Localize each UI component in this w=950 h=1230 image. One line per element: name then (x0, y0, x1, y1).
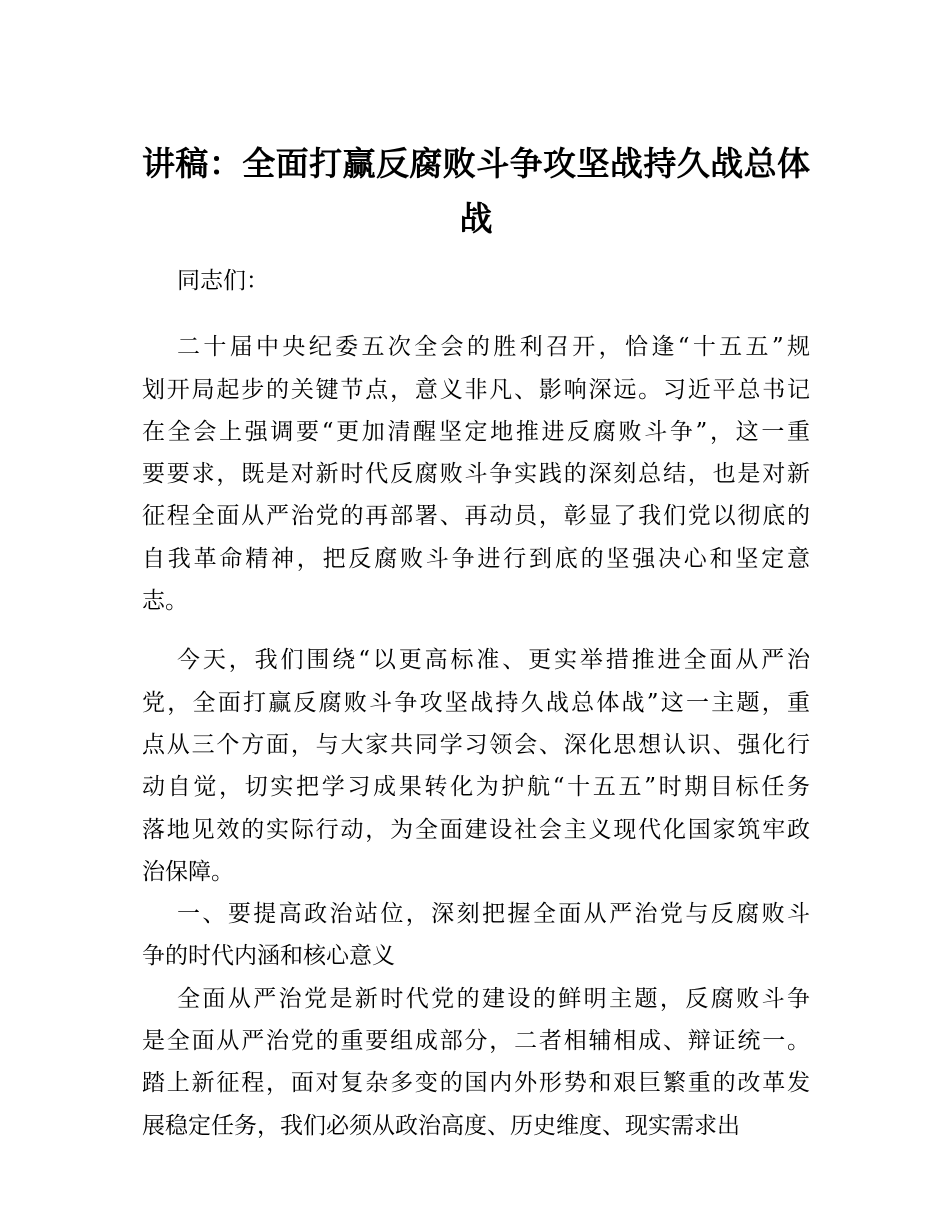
document-title (142, 136, 810, 246)
text-line: 展稳定任务，我们必须从政治高度、历史维度、现实需求出 (142, 1112, 740, 1139)
text-line: 动自觉，切实把学习成果转化为护航“十五五”时期目标任务 (142, 774, 810, 801)
salutation (142, 260, 810, 302)
text-line: 要要求，既是对新时代反腐败斗争实践的深刻总结，也是对新 (142, 461, 810, 488)
text-line: 征程全面从严治党的再部署、再动员，彰显了我们党以彻底的 (142, 503, 810, 530)
text-line: 落地见效的实际行动，为全面建设社会主义现代化国家筑牢政 (142, 816, 810, 843)
text-line: 同志们： (177, 268, 269, 294)
title-line: 讲稿：全面打赢反腐败斗争攻坚战持久战总体 (142, 144, 810, 183)
text-line: 划开局起步的关键节点，意义非凡、影响深远。习近平总书记 (142, 376, 810, 403)
document-body (142, 260, 810, 1147)
paragraph (142, 326, 810, 622)
text-line: 在全会上强调要“更加清醒坚定地推进反腐败斗争”，这一重 (142, 418, 810, 445)
text-line: 党，全面打赢反腐败斗争攻坚战持久战总体战”这一主题，重 (142, 689, 810, 716)
text-line: 争的时代内涵和核心意义 (142, 943, 395, 970)
text-line: 全面从严治党是新时代党的建设的鲜明主题，反腐败斗争 (177, 985, 810, 1012)
text-line: 治保障。 (142, 858, 234, 885)
document-page (142, 0, 810, 1147)
text-line: 志。 (142, 588, 188, 615)
text-line: 点从三个方面，与大家共同学习领会、深化思想认识、强化行 (142, 731, 810, 758)
title-line: 战 (459, 199, 493, 238)
text-line: 踏上新征程，面对复杂多变的国内外形势和艰巨繁重的改革发 (142, 1070, 810, 1097)
text-line: 自我革命精神，把反腐败斗争进行到底的坚强决心和坚定意 (142, 545, 810, 572)
text-line: 今天，我们围绕“以更高标准、更实举措推进全面从严治 (177, 647, 810, 674)
section-heading (142, 893, 810, 978)
text-line: 是全面从严治党的重要组成部分，二者相辅相成、辩证统一。 (142, 1028, 810, 1055)
paragraph (142, 978, 810, 1147)
text-line: 二十届中央纪委五次全会的胜利召开，恰逢“十五五”规 (177, 334, 810, 361)
text-line: 一、要提高政治站位，深刻把握全面从严治党与反腐败斗 (177, 901, 810, 928)
paragraph (142, 639, 810, 893)
